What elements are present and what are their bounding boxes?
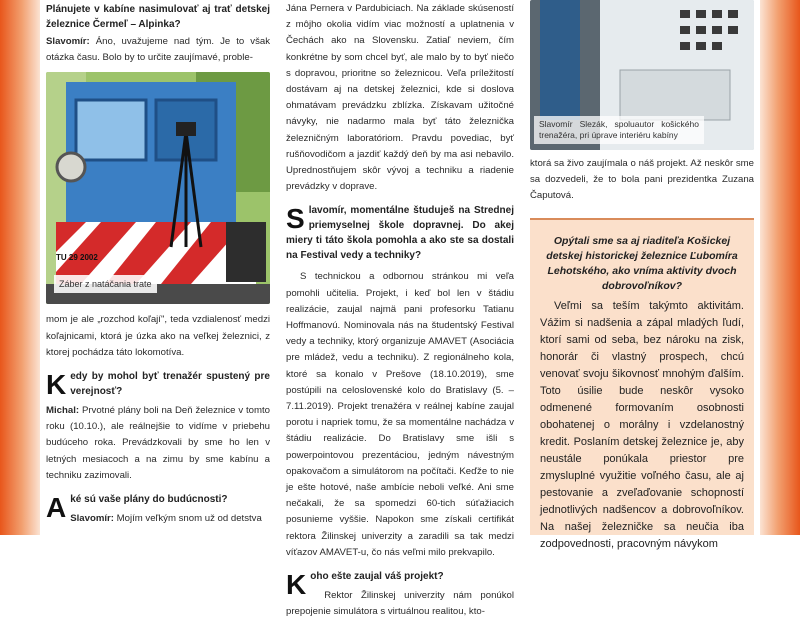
photo-caption-1: Záber z natáčania trate	[54, 275, 157, 293]
answer-2	[46, 403, 270, 484]
dropcap-a: A	[46, 492, 67, 524]
speaker-label: Slavomír:	[70, 513, 114, 525]
paragraph-rektor: Rektor Žilinskej univerzity nám ponúkol prepojenie simulátora s virtuálnou realitou, kto-	[286, 590, 514, 618]
speaker-label: Michal:	[46, 405, 80, 417]
column-1	[46, 0, 270, 527]
answer-3-text: Mojím veľkým snom už od detstva	[116, 513, 262, 525]
question-2	[46, 369, 270, 399]
dropcap-s: S	[286, 203, 305, 235]
cabin-interior-photo	[530, 0, 754, 150]
answer-1-text: Áno, uvažujeme nad tým. Je to však otázka času. Bolo by to určite zaujímavé, proble-	[46, 36, 271, 64]
column-2	[286, 0, 514, 621]
paragraph-studium: Jána Pernera v Pardubiciach. Na základe skúseností z môjho okolia vidím viac možností a uplatnenia v Čechách ako na Slovensku. Zatiaľ neviem, čím konkrétne by som chcel byť, ale malo by to byť niečo s dopravou, prioritne so železnicou. Veľa príležitostí dostávam aj na detskej železnici, kde si doslova ohmatávam prevádzku zblízka. Získavam užitočné návyky, nie nadarmo mala byť táto železnička železničným laboratóriom. Pravdu povediac, byť rušňovodičom a jazdiť každý deň by ma asi nebavilo. Uprednostňujem skôr vývoj a techniku a riadenie prevádzky v doprave.	[286, 3, 514, 193]
director-interview-box	[530, 218, 754, 550]
question-3-text: ké sú vaše plány do budúcnosti?	[70, 494, 228, 506]
question-4	[286, 203, 514, 263]
column-3	[530, 0, 754, 205]
paragraph-festival: S technickou a odbornou stránkou mi veľa pomohli učitelia. Projekt, i keď bol len v štádiu realizácie, zaujal najmä pani profesorku Tatianu Hoffmanovú. Nominovala nás na študentský Festival vedy a techniky, ktorý organizuje AMAVET (Asociácia pre mládež, vedu a techniku). Z regionálneho kola, ktoré sa konalo v Prešove (18.10.2019), sme postúpili na celoslovenské kolo do Bratislavy (5. – 7.11.2019). Projekt trenažéra v reálnej kabíne zaujal porotu i napriek tomu, že sa momentálne nachádza v štádiu realizácie. Do Bratislavy sme išli s powerpointovou prezentáciou, jedným návestným opakovačom a simulátorom na počítači. Keďže to nie je ešte hotové, naše ambície neboli veľké. Ani sme nečakali, že sa spomedzi 60-tich súťažiacich posunieme vyššie. Napokon sme získali certifikát rektora Žilinskej univerzity a zaradili sa tak medzi víťazov AMAVET-u, čo nás veľmi milo prekvapilo.	[286, 271, 514, 558]
paragraph-prezidentka: ktorá sa živo zaujímala o náš projekt. Až neskôr sme sa dozvedeli, že to bola pani prezidentka Zuzana Čaputová.	[530, 158, 754, 202]
answer-2-text: Prvotné plány boli na Deň železnice v tomto roku (10.10.), ale reálnejšie to vidíme v priebehu budúceho roka. Prevádzkovali by sme ho len v letných mesiacoch a na zimu by sme kabínu a techniku zazimovali.	[46, 405, 270, 481]
locomotive-photo	[46, 72, 270, 304]
box-answer: Veľmi sa teším takýmto aktivitám. Vážim si nadšenia a zápal mladých ľudí, ktorí sami od seba, bez nároku na zisk, honorár či vlastný prospech, chcú venovať svoju šikovnosť mnohým ďalším. Toto úsilie bude neskôr vysoko odmenené formovaním osobnosti obohatenej o morálny i vzdelanostný kredit. Poslaním detskej železnice je, aby neustále ponúkala priestor pre zmysluplné využitie voľného času, ale aj pestovanie a zveľaďovanie schopností jednotlivých nadšencov a dobrovoľníkov. Na našej železničke sa neučia iba zodpovednosti, pracovným návykom	[540, 300, 744, 550]
photo-caption-2: Slavomír Slezák, spoluautor košického trenažéra, pri úprave interiéru kabíny	[534, 116, 704, 144]
question-5-text: oho ešte zaujal váš projekt?	[310, 571, 444, 583]
question-5	[286, 569, 514, 601]
dropcap-k: K	[46, 369, 67, 401]
photo-loco-number: TU 29 2002	[56, 253, 98, 263]
answer-1	[46, 34, 270, 66]
question-1	[46, 2, 270, 32]
question-2-text: edy by mohol byť trenažér spustený pre verejnosť?	[70, 371, 270, 398]
question-4-text: lavomír, momentálne študuješ na Strednej priemyselnej škole dopravnej. Do akej miery ti táto škola pomohla a ako ste sa dostali na Festival vedy a techniky?	[286, 205, 514, 262]
dropcap-k2: K	[286, 569, 307, 601]
box-question: Opýtali sme sa aj riaditeľa Košickej detskej historickej železnice Ľubomíra Lehotského, ako vníma aktivity dvoch dobrovoľníkov?	[546, 235, 738, 292]
paragraph-rozchod: mom je ale „rozchod koľají", teda vzdialenosť medzi koľajnicami, ktorá je úzka ako na veľkej železnici, z ktorej pochádza táto lokomotíva.	[46, 314, 270, 358]
page-edge-right	[760, 0, 800, 535]
question-1-text: Plánujete v kabíne nasimulovať aj trať detskej železnice Čermeľ – Alpinka?	[46, 4, 270, 30]
speaker-label: Slavomír:	[46, 36, 90, 47]
page-edge-left	[0, 0, 40, 535]
answer-3	[46, 511, 270, 527]
locomotive-illustration	[46, 72, 270, 304]
